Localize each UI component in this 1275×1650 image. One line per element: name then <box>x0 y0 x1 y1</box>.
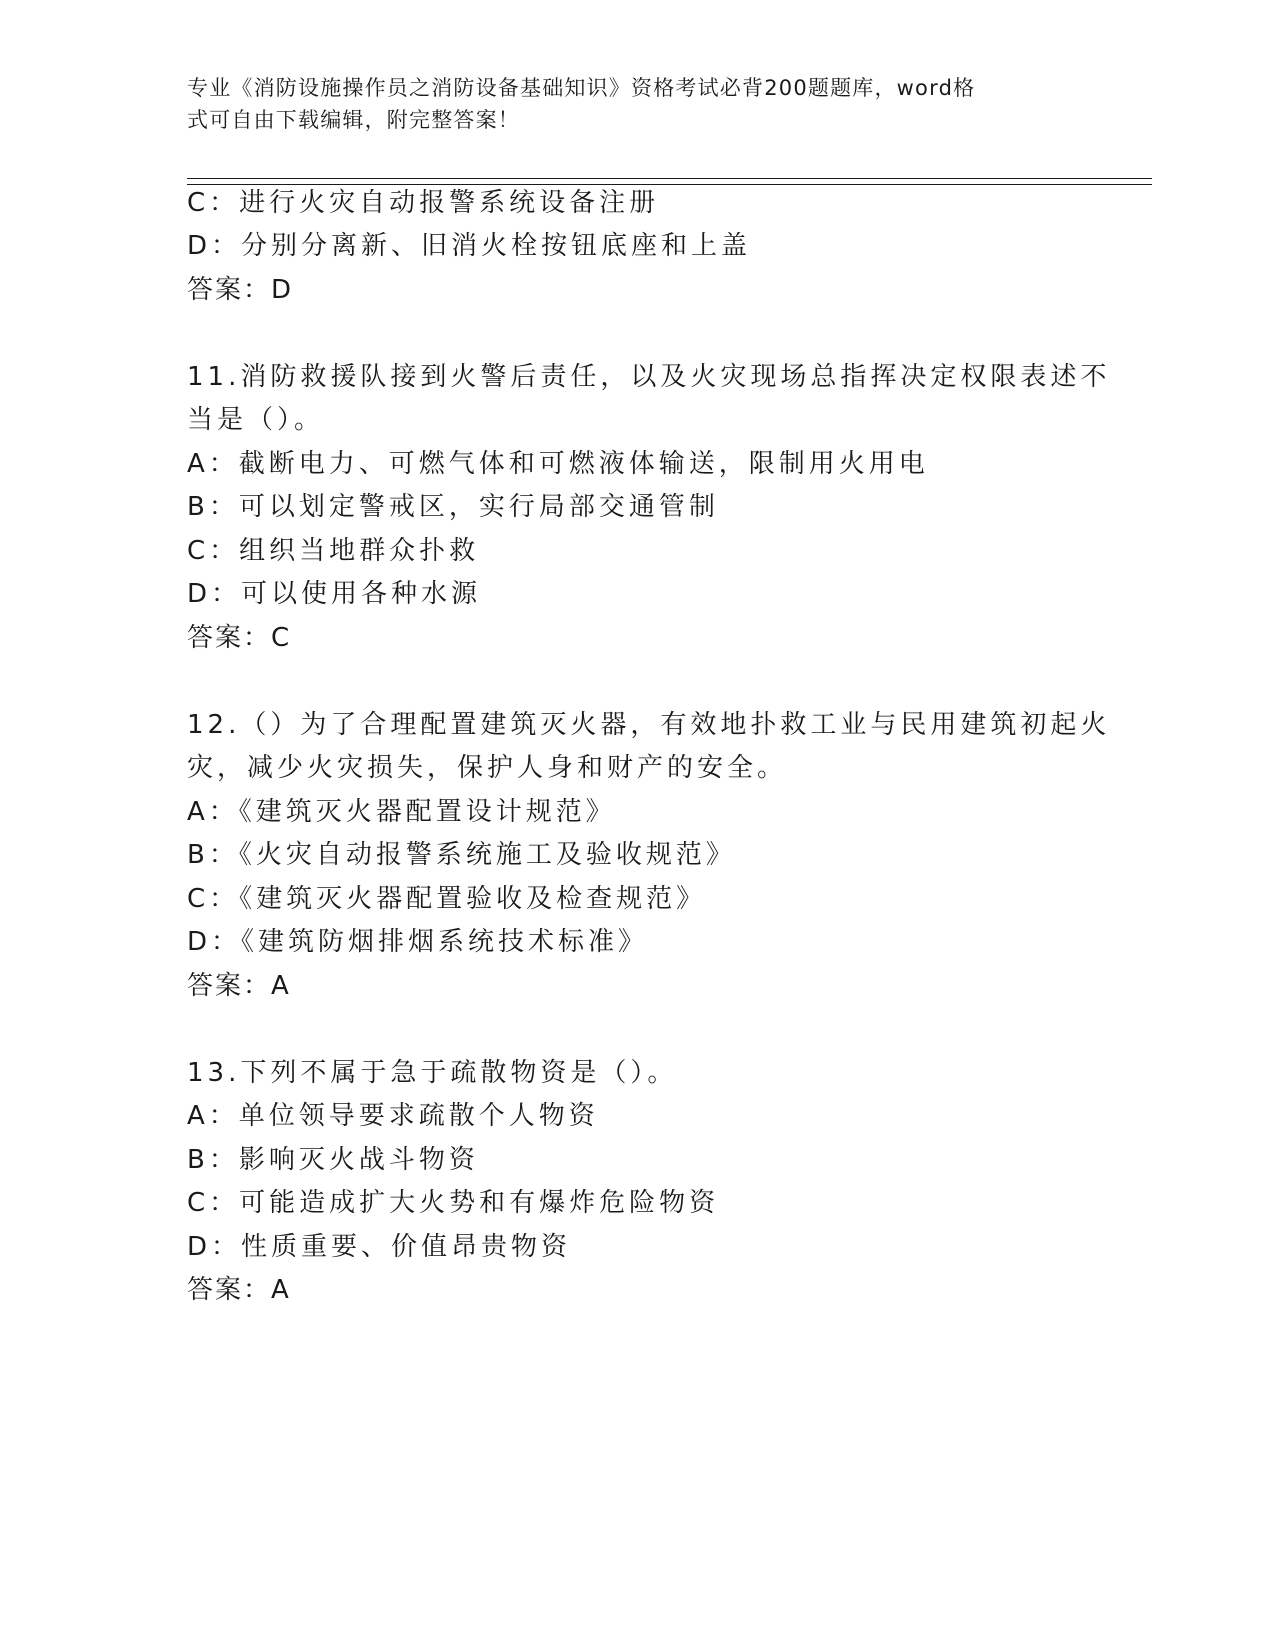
q11-stem-line-1: 11.消防救援队接到火警后责任，以及火灾现场总指挥决定权限表述不 <box>187 362 1111 392</box>
q11-option-a: A：截断电力、可燃气体和可燃液体输送，限制用火用电 <box>187 449 929 479</box>
q13-option-b: B：影响灭火战斗物资 <box>187 1145 479 1175</box>
q12-option-d: D：《建筑防烟排烟系统技术标准》 <box>187 927 649 957</box>
q13-option-a: A：单位领导要求疏散个人物资 <box>187 1101 599 1131</box>
q12-stem-line-1: 12.（）为了合理配置建筑灭火器，有效地扑救工业与民用建筑初起火 <box>187 710 1111 740</box>
q11-option-c: C：组织当地群众扑救 <box>187 536 480 566</box>
q12-option-b: B：《火灾自动报警系统施工及验收规范》 <box>187 840 736 870</box>
q11-option-b: B：可以划定警戒区，实行局部交通管制 <box>187 492 719 522</box>
q12-option-a: A：《建筑灭火器配置设计规范》 <box>187 797 616 827</box>
q12-option-c: C：《建筑灭火器配置验收及检查规范》 <box>187 884 707 914</box>
q10-option-c: C：进行火灾自动报警系统设备注册 <box>187 188 660 218</box>
header-line-1: 专业《消防设施操作员之消防设备基础知识》资格考试必背200题题库，word格 <box>187 76 976 100</box>
q13-answer: 答案：A <box>187 1275 291 1305</box>
header-line-2: 式可自由下载编辑，附完整答案！ <box>187 108 520 132</box>
q11-answer: 答案：C <box>187 623 292 653</box>
q12-answer: 答案：A <box>187 971 291 1001</box>
q12-stem-line-2: 灾，减少火灾损失，保护人身和财产的安全。 <box>187 753 788 783</box>
header-divider-bottom <box>187 184 1152 185</box>
q11-stem-line-2: 当是（）。 <box>187 405 325 435</box>
q10-answer: 答案：D <box>187 275 294 305</box>
header-divider-top <box>187 178 1152 179</box>
q10-option-d: D：分别分离新、旧消火栓按钮底座和上盖 <box>187 231 752 261</box>
q11-option-d: D：可以使用各种水源 <box>187 579 482 609</box>
q13-option-d: D：性质重要、价值昂贵物资 <box>187 1232 572 1262</box>
document-header <box>187 72 1087 136</box>
q13-option-c: C：可能造成扩大火势和有爆炸危险物资 <box>187 1188 720 1218</box>
q13-stem-line-1: 13.下列不属于急于疏散物资是（）。 <box>187 1058 678 1088</box>
